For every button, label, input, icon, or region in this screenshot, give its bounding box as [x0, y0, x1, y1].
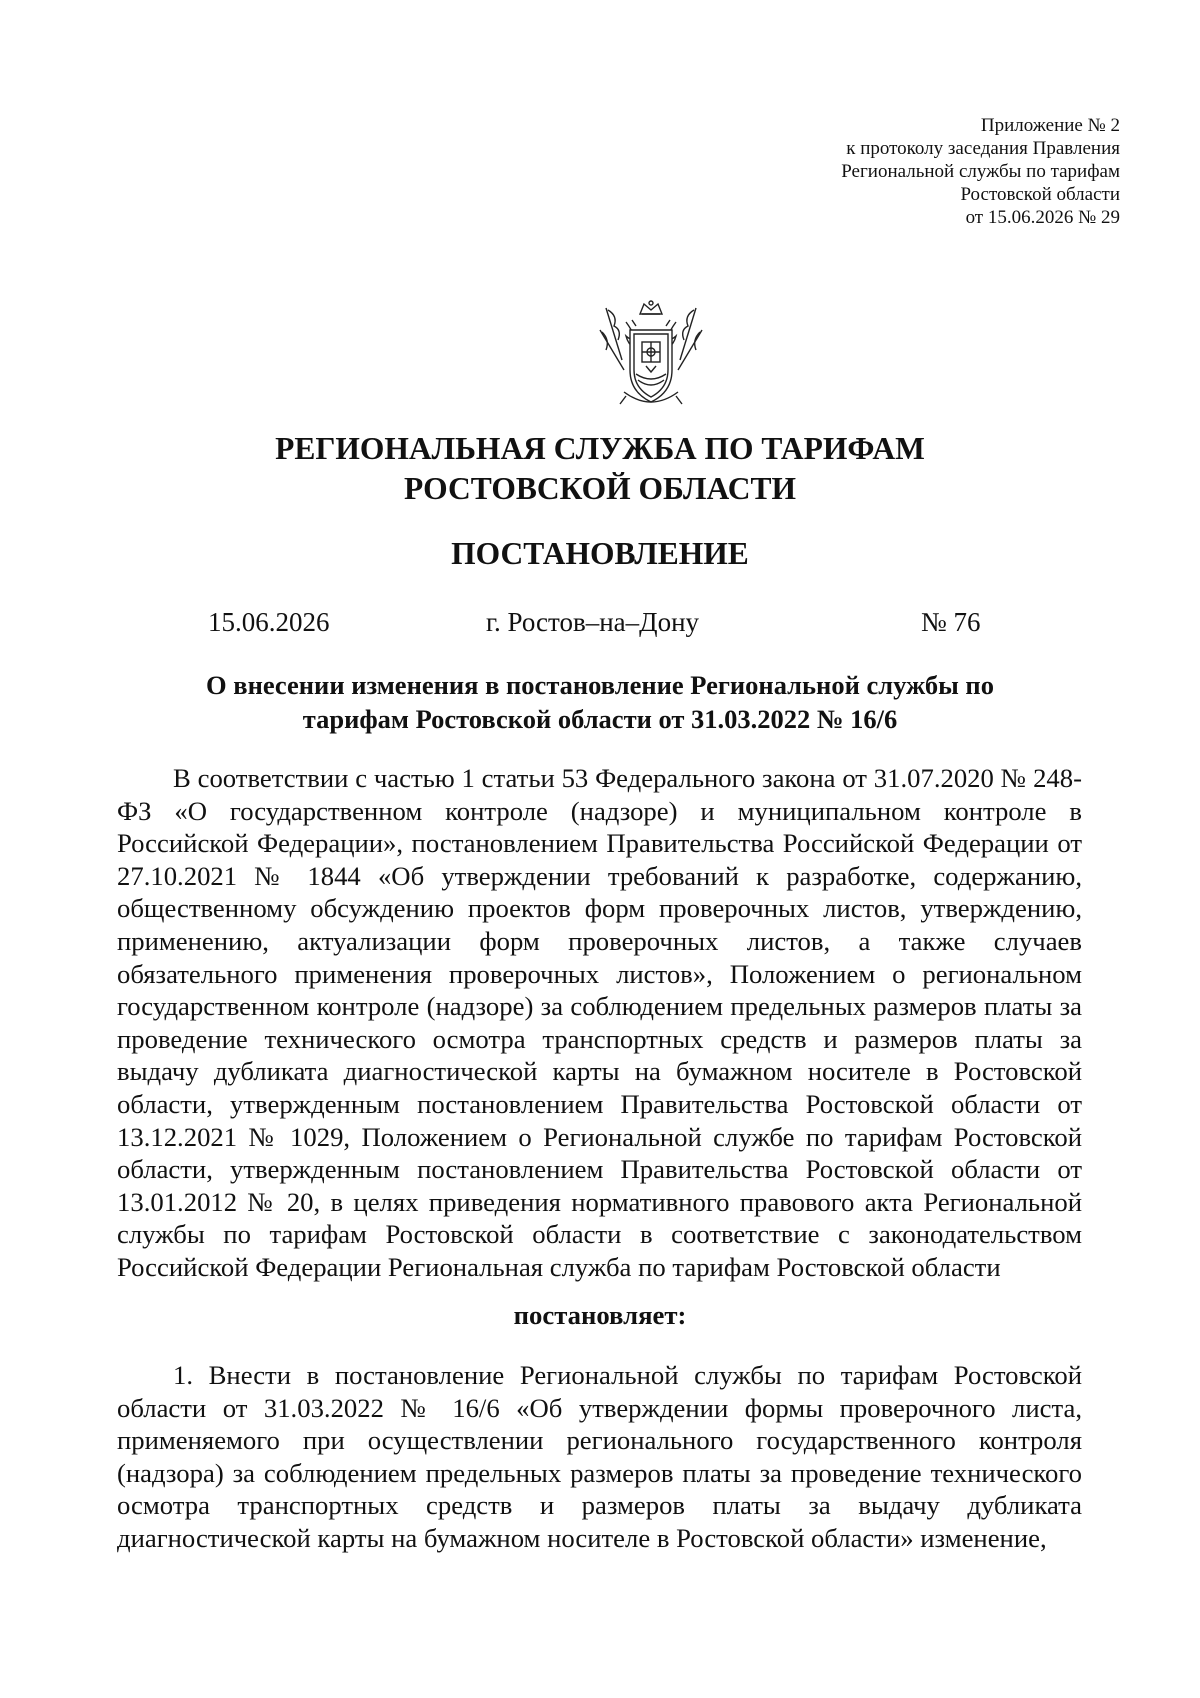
decree-word: постановляет:: [513, 1300, 687, 1330]
appendix-line: Ростовской области: [960, 184, 1120, 205]
dateline: [0, 604, 1200, 640]
document-number: № 76: [921, 607, 981, 637]
appendix-note: [700, 114, 1120, 229]
coat-of-arms-icon: [596, 300, 706, 412]
subject-line: О внесении изменения в постановление Региональной службы по: [206, 670, 994, 700]
appendix-line: Приложение № 2: [980, 115, 1120, 136]
organization-line: РЕГИОНАЛЬНАЯ СЛУЖБА ПО ТАРИФАМ: [275, 431, 925, 466]
organization-line: РОСТОВСКОЙ ОБЛАСТИ: [404, 471, 796, 506]
appendix-line: Региональной службы по тарифам: [841, 161, 1120, 182]
subject-line: тарифам Ростовской области от 31.03.2022 № 16/6: [302, 704, 898, 734]
clause-1-paragraph: 1. Внести в постановление Региональной службы по тарифам Ростовской области от 31.03.2022 № 16/6 «Об утверждении формы проверочного листа, применяемого при осуществлении регионального государственного контроля (надзора) за соблюдением предельных размеров платы за проведение технического осмотра транспортных средств и размеров платы за выдачу дубликата диагностической карты на бумажном носителе в Ростовской области» изменение,: [117, 1360, 1082, 1553]
organization-name: [0, 429, 1200, 509]
appendix-line: к протоколу заседания Правления: [846, 138, 1120, 159]
preamble-paragraph: В соответствии с частью 1 статьи 53 Федерального закона от 31.07.2020 № 248-ФЗ «О государственном контроле (надзоре) и муниципальном контроле в Российской Федерации», постановлением Правительства Российской Федерации от 27.10.2021 № 1844 «Об утверждении требований к разработке, содержанию, общественному обсуждению проектов форм проверочных листов, утверждению, применению, актуализации форм проверочных листов, а также случаев обязательного применения проверочных листов», Положением о региональном государственном контроле (надзоре) за соблюдением предельных размеров платы за проведение технического осмотра транспортных средств и размеров платы за выдачу дубликата диагностической карты на бумажном носителе в Ростовской области, утвержденным постановлением Правительства Ростовской области от 13.12.2021 № 1029, Положением о Региональной службе по тарифам Ростовской области, утвержденным постановлением Правительства Ростовской области от 13.01.2012 № 20, в целях приведения нормативного правового акта Региональной службы по тарифам Ростовской области в соответствие с законодательством Российской Федерации Региональная служба по тарифам Ростовской области: [117, 763, 1082, 1282]
document-date: 15.06.2026: [208, 607, 330, 637]
appendix-line: от 15.06.2026 № 29: [965, 207, 1120, 228]
document-city: г. Ростов–на–Дону: [486, 607, 700, 637]
document-type-title: ПОСТАНОВЛЕНИЕ: [451, 536, 749, 571]
document-subject: [120, 668, 1080, 736]
